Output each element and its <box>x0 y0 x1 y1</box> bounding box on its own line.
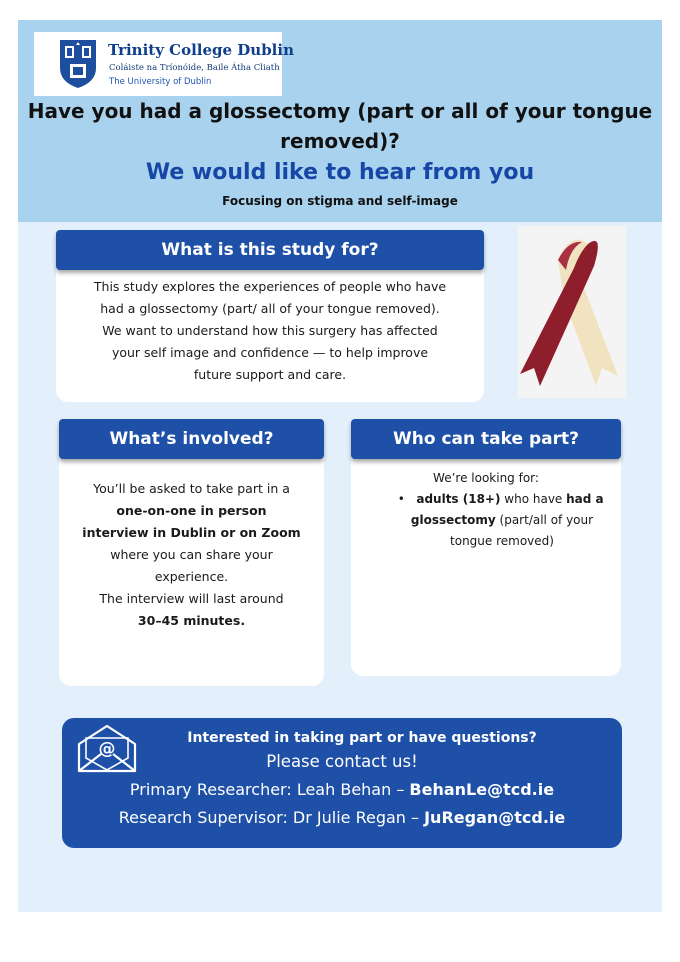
eligibility-card <box>351 440 621 676</box>
headline-line-1: Have you had a glossectomy (part or all of your tongue <box>27 99 653 123</box>
involved-line: one-on-one in person <box>116 503 267 518</box>
study-line: had a glossectomy (part/ all of your tongue removed). <box>100 301 440 316</box>
eligibility-bullet-cont: glossectomy (part/all of your <box>410 513 594 527</box>
involved-line: where you can share your <box>110 547 273 562</box>
study-line: future support and care. <box>193 367 347 382</box>
eligibility-bullet-cont: tongue removed) <box>450 534 554 548</box>
involved-line: 30–45 minutes. <box>137 613 246 628</box>
contact-heading: Interested in taking part or have questions? <box>187 730 537 746</box>
trinity-crest-icon <box>58 38 98 90</box>
header-band <box>18 20 662 222</box>
headline-line-2: removed)? <box>280 129 400 153</box>
awareness-ribbon-icon <box>518 226 626 398</box>
study-line: your self image and confidence — to help improve <box>111 345 429 360</box>
involved-title: What’s involved? <box>59 419 324 459</box>
primary-email-link[interactable]: BehanLe@tcd.ie <box>409 780 555 799</box>
tcd-logo <box>34 32 294 96</box>
research-supervisor <box>62 808 622 827</box>
poster <box>18 20 662 912</box>
study-line: We want to understand how this surgery has affected <box>102 323 438 338</box>
involved-line: You’ll be asked to take part in a <box>93 481 290 496</box>
headline <box>18 96 662 156</box>
subheadline: We would like to hear from you <box>145 160 535 185</box>
contact-box <box>62 718 622 848</box>
involved-line: interview in Dublin or on Zoom <box>82 525 301 540</box>
logo-irish-name: Coláiste na Tríonóide, Baile Átha Cliath <box>109 63 280 73</box>
involved-description <box>59 478 324 632</box>
at-symbol: @ <box>98 739 116 759</box>
study-title: What is this study for? <box>56 230 484 270</box>
ribbon-image <box>518 226 626 398</box>
eligibility-intro: We’re looking for: <box>433 471 539 485</box>
involved-line: The interview will last around <box>99 591 284 606</box>
contact-cta: Please contact us! <box>266 752 418 771</box>
involved-card <box>59 440 324 686</box>
supervisor-email-link[interactable]: JuRegan@tcd.ie <box>424 808 566 827</box>
bullet-icon: • <box>397 492 405 506</box>
primary-researcher-label: Primary Researcher: Leah Behan – <box>129 780 410 799</box>
tagline: Focusing on stigma and self-image <box>222 194 458 208</box>
logo-name: Trinity College Dublin <box>108 41 294 59</box>
eligibility-title: Who can take part? <box>351 419 621 459</box>
primary-researcher <box>62 780 622 799</box>
supervisor-label: Research Supervisor: Dr Julie Regan – <box>118 808 425 827</box>
study-description <box>56 276 484 386</box>
logo-subtitle: The University of Dublin <box>109 77 212 87</box>
study-line: This study explores the experiences of people who have <box>93 279 447 294</box>
eligibility-bullet: • adults (18+) who have had a <box>351 489 621 510</box>
involved-line: experience. <box>154 569 229 584</box>
eligibility-description <box>351 468 621 552</box>
study-card <box>56 250 484 402</box>
